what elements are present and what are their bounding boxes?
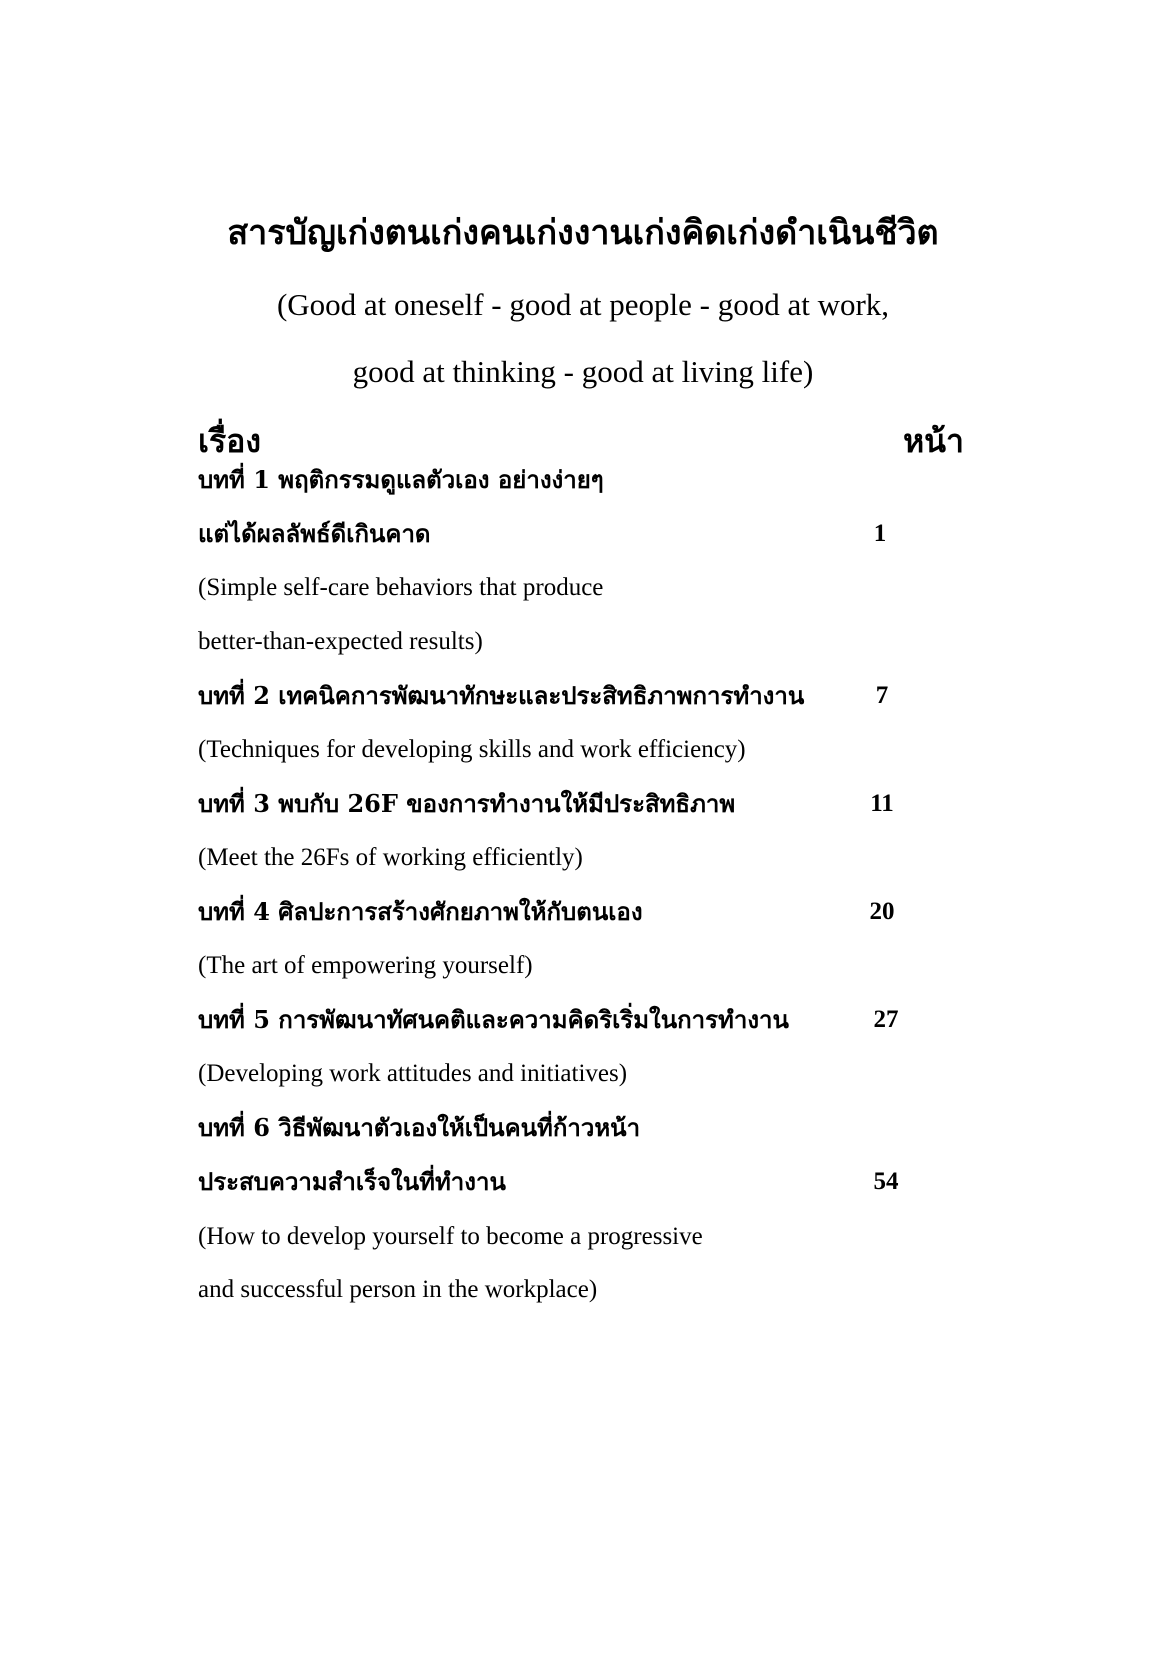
topic-column-label: เรื่อง bbox=[198, 422, 261, 460]
chapter-6-english-line2: and successful person in the workplace) bbox=[198, 1276, 598, 1303]
chapter-1-english-line1: (Simple self-care behaviors that produce bbox=[198, 574, 604, 601]
chapter-6-english-line1: (How to develop yourself to become a progressive bbox=[198, 1223, 703, 1250]
chapter-1-english-line2: better-than-expected results) bbox=[198, 628, 483, 655]
chapter-3-page-number: 11 bbox=[870, 790, 894, 817]
chapter-2-english-line1: (Techniques for developing skills and work efficiency) bbox=[198, 736, 746, 763]
chapter-1-page-number: 1 bbox=[873, 520, 887, 547]
chapter-4-page-number: 20 bbox=[869, 898, 895, 925]
chapter-2-page-number: 7 bbox=[875, 682, 889, 709]
chapter-5-english-line1: (Developing work attitudes and initiatives) bbox=[198, 1060, 628, 1087]
chapter-4-thai-line1: บทที่ 4 ศิลปะการสร้างศักยภาพให้กับตนเอง bbox=[198, 897, 643, 926]
toc-title-thai: สารบัญเก่งตนเก่งคนเก่งงานเก่งคิดเก่งดำเนินชีวิต bbox=[227, 213, 939, 253]
chapter-6-page-number: 54 bbox=[873, 1168, 899, 1195]
chapter-6-thai-line2: ประสบความสำเร็จในที่ทำงาน bbox=[198, 1167, 506, 1196]
chapter-1-thai-line2: แต่ได้ผลลัพธ์ดีเกินคาด bbox=[198, 519, 431, 548]
chapter-4-english-line1: (The art of empowering yourself) bbox=[198, 952, 533, 979]
chapter-6-thai-line1: บทที่ 6 วิธีพัฒนาตัวเองให้เป็นคนที่ก้าวหน้า bbox=[198, 1113, 641, 1142]
chapter-1-thai-line1: บทที่ 1 พฤติกรรมดูแลตัวเอง อย่างง่ายๆ bbox=[198, 465, 604, 494]
page-column-label: หน้า bbox=[903, 422, 964, 460]
chapter-3-thai-line1: บทที่ 3 พบกับ 26F ของการทำงานให้มีประสิทธิภาพ bbox=[198, 789, 736, 818]
toc-title-english-line1: (Good at oneself - good at people - good at work, bbox=[276, 287, 890, 322]
chapter-5-page-number: 27 bbox=[873, 1006, 899, 1033]
toc-title-english-line2: good at thinking - good at living life) bbox=[352, 354, 814, 389]
chapter-3-english-line1: (Meet the 26Fs of working efficiently) bbox=[198, 844, 583, 871]
chapter-5-thai-line1: บทที่ 5 การพัฒนาทัศนคติและความคิดริเริ่มในการทำงาน bbox=[198, 1005, 789, 1034]
chapter-2-thai-line1: บทที่ 2 เทคนิคการพัฒนาทักษะและประสิทธิภาพการทำงาน bbox=[198, 681, 805, 710]
